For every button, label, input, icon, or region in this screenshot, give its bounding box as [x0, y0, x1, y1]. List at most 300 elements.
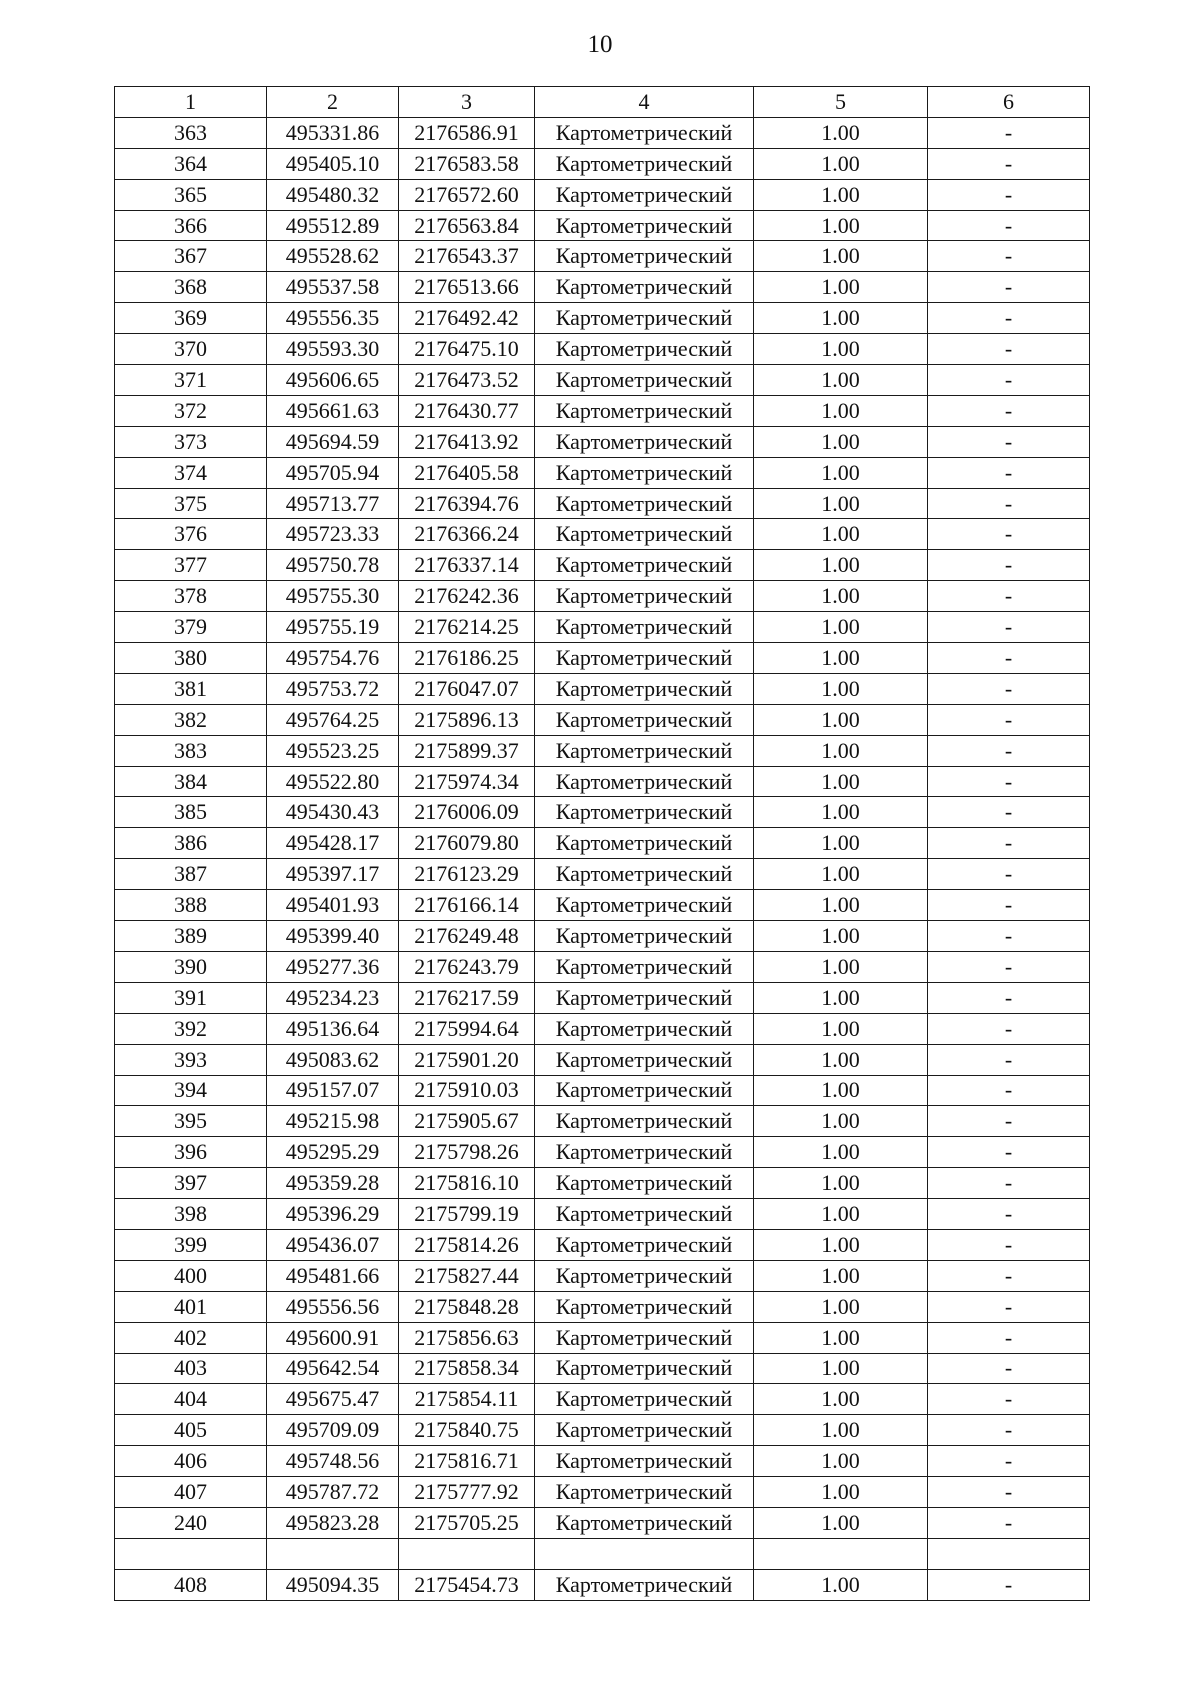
page-number: 10: [587, 31, 613, 58]
y-coordinate-cell: 2176123.29: [399, 859, 535, 890]
method-cell: Картометрический: [535, 334, 754, 365]
y-coordinate-cell: 2176217.59: [399, 982, 535, 1013]
note-cell: -: [928, 179, 1090, 210]
point-number-cell: 408: [115, 1569, 267, 1600]
x-coordinate-cell: 495764.25: [267, 704, 399, 735]
table-row: [115, 365, 1090, 396]
table-row: [115, 890, 1090, 921]
table-row: [115, 117, 1090, 148]
point-number-cell: 366: [115, 210, 267, 241]
y-coordinate-cell: 2175896.13: [399, 704, 535, 735]
point-number-cell: 369: [115, 303, 267, 334]
y-coordinate-cell: 2175858.34: [399, 1353, 535, 1384]
point-number-cell: [115, 1538, 267, 1569]
method-cell: Картометрический: [535, 1353, 754, 1384]
table-row: [115, 1477, 1090, 1508]
method-cell: Картометрический: [535, 951, 754, 982]
point-number-cell: 398: [115, 1199, 267, 1230]
x-coordinate-cell: 495755.30: [267, 581, 399, 612]
y-coordinate-cell: 2176249.48: [399, 921, 535, 952]
note-cell: -: [928, 1199, 1090, 1230]
accuracy-cell: 1.00: [754, 1229, 928, 1260]
accuracy-cell: 1.00: [754, 797, 928, 828]
y-coordinate-cell: 2176473.52: [399, 365, 535, 396]
x-coordinate-cell: 495359.28: [267, 1168, 399, 1199]
table-row: [115, 457, 1090, 488]
point-number-cell: 375: [115, 488, 267, 519]
accuracy-cell: [754, 1538, 928, 1569]
accuracy-cell: 1.00: [754, 148, 928, 179]
x-coordinate-cell: [267, 1538, 399, 1569]
accuracy-cell: 1.00: [754, 828, 928, 859]
y-coordinate-cell: 2176366.24: [399, 519, 535, 550]
note-cell: -: [928, 117, 1090, 148]
y-coordinate-cell: 2176586.91: [399, 117, 535, 148]
table-row: [115, 1075, 1090, 1106]
point-number-cell: 395: [115, 1106, 267, 1137]
x-coordinate-cell: 495481.66: [267, 1260, 399, 1291]
table-row: [115, 1415, 1090, 1446]
accuracy-cell: 1.00: [754, 859, 928, 890]
note-cell: -: [928, 1168, 1090, 1199]
y-coordinate-cell: 2176563.84: [399, 210, 535, 241]
method-cell: Картометрический: [535, 1075, 754, 1106]
point-number-cell: 385: [115, 797, 267, 828]
y-coordinate-cell: 2176572.60: [399, 179, 535, 210]
column-header-5: 5: [754, 87, 928, 118]
method-cell: Картометрический: [535, 272, 754, 303]
x-coordinate-cell: 495436.07: [267, 1229, 399, 1260]
x-coordinate-cell: 495705.94: [267, 457, 399, 488]
table-header-row: [115, 87, 1090, 118]
point-number-cell: 404: [115, 1384, 267, 1415]
method-cell: Картометрический: [535, 1415, 754, 1446]
accuracy-cell: 1.00: [754, 1384, 928, 1415]
accuracy-cell: 1.00: [754, 1168, 928, 1199]
accuracy-cell: 1.00: [754, 673, 928, 704]
method-cell: Картометрический: [535, 1507, 754, 1538]
y-coordinate-cell: 2175905.67: [399, 1106, 535, 1137]
accuracy-cell: 1.00: [754, 395, 928, 426]
point-number-cell: 374: [115, 457, 267, 488]
y-coordinate-cell: 2176543.37: [399, 241, 535, 272]
point-number-cell: 407: [115, 1477, 267, 1508]
method-cell: Картометрический: [535, 365, 754, 396]
x-coordinate-cell: 495399.40: [267, 921, 399, 952]
accuracy-cell: 1.00: [754, 1044, 928, 1075]
method-cell: [535, 1538, 754, 1569]
x-coordinate-cell: 495522.80: [267, 766, 399, 797]
x-coordinate-cell: 495537.58: [267, 272, 399, 303]
method-cell: Картометрический: [535, 1446, 754, 1477]
y-coordinate-cell: 2175974.34: [399, 766, 535, 797]
note-cell: -: [928, 550, 1090, 581]
y-coordinate-cell: 2176166.14: [399, 890, 535, 921]
accuracy-cell: 1.00: [754, 1137, 928, 1168]
table-row: [115, 612, 1090, 643]
point-number-cell: 386: [115, 828, 267, 859]
method-cell: Картометрический: [535, 457, 754, 488]
accuracy-cell: 1.00: [754, 179, 928, 210]
table-row: [115, 1013, 1090, 1044]
point-number-cell: 388: [115, 890, 267, 921]
y-coordinate-cell: 2175705.25: [399, 1507, 535, 1538]
method-cell: Картометрический: [535, 890, 754, 921]
note-cell: -: [928, 1507, 1090, 1538]
method-cell: Картометрический: [535, 488, 754, 519]
accuracy-cell: 1.00: [754, 272, 928, 303]
table-row: [115, 643, 1090, 674]
x-coordinate-cell: 495401.93: [267, 890, 399, 921]
y-coordinate-cell: 2176242.36: [399, 581, 535, 612]
table-row: [115, 1291, 1090, 1322]
x-coordinate-cell: 495512.89: [267, 210, 399, 241]
column-header-1: 1: [115, 87, 267, 118]
accuracy-cell: 1.00: [754, 982, 928, 1013]
note-cell: -: [928, 1291, 1090, 1322]
method-cell: Картометрический: [535, 1229, 754, 1260]
point-number-cell: 399: [115, 1229, 267, 1260]
accuracy-cell: 1.00: [754, 1075, 928, 1106]
table-row: [115, 210, 1090, 241]
note-cell: -: [928, 519, 1090, 550]
point-number-cell: 370: [115, 334, 267, 365]
note-cell: -: [928, 1353, 1090, 1384]
y-coordinate-cell: 2175854.11: [399, 1384, 535, 1415]
column-header-2: 2: [267, 87, 399, 118]
note-cell: -: [928, 704, 1090, 735]
x-coordinate-cell: 495787.72: [267, 1477, 399, 1508]
method-cell: Картометрический: [535, 303, 754, 334]
x-coordinate-cell: 495723.33: [267, 519, 399, 550]
note-cell: -: [928, 1044, 1090, 1075]
table-row: [115, 1106, 1090, 1137]
y-coordinate-cell: 2176492.42: [399, 303, 535, 334]
point-number-cell: 405: [115, 1415, 267, 1446]
table-row: [115, 550, 1090, 581]
table-row: [115, 735, 1090, 766]
x-coordinate-cell: 495234.23: [267, 982, 399, 1013]
table-row: [115, 1044, 1090, 1075]
accuracy-cell: 1.00: [754, 365, 928, 396]
accuracy-cell: 1.00: [754, 643, 928, 674]
accuracy-cell: 1.00: [754, 241, 928, 272]
table-row: [115, 519, 1090, 550]
x-coordinate-cell: 495675.47: [267, 1384, 399, 1415]
point-number-cell: 240: [115, 1507, 267, 1538]
method-cell: Картометрический: [535, 704, 754, 735]
point-number-cell: 371: [115, 365, 267, 396]
note-cell: -: [928, 1260, 1090, 1291]
method-cell: Картометрический: [535, 395, 754, 426]
point-number-cell: 389: [115, 921, 267, 952]
accuracy-cell: 1.00: [754, 1260, 928, 1291]
point-number-cell: 406: [115, 1446, 267, 1477]
note-cell: -: [928, 1384, 1090, 1415]
accuracy-cell: 1.00: [754, 951, 928, 982]
accuracy-cell: 1.00: [754, 117, 928, 148]
table-row: [115, 488, 1090, 519]
method-cell: Картометрический: [535, 1168, 754, 1199]
method-cell: Картометрический: [535, 1260, 754, 1291]
table-row: [115, 1168, 1090, 1199]
x-coordinate-cell: 495277.36: [267, 951, 399, 982]
y-coordinate-cell: 2175799.19: [399, 1199, 535, 1230]
note-cell: -: [928, 334, 1090, 365]
x-coordinate-cell: 495709.09: [267, 1415, 399, 1446]
point-number-cell: 400: [115, 1260, 267, 1291]
y-coordinate-cell: [399, 1538, 535, 1569]
table-row: [115, 704, 1090, 735]
note-cell: -: [928, 859, 1090, 890]
x-coordinate-cell: 495480.32: [267, 179, 399, 210]
point-number-cell: 390: [115, 951, 267, 982]
table-row: [115, 395, 1090, 426]
method-cell: Картометрический: [535, 859, 754, 890]
method-cell: Картометрический: [535, 921, 754, 952]
x-coordinate-cell: 495753.72: [267, 673, 399, 704]
column-header-3: 3: [399, 87, 535, 118]
table-row: [115, 859, 1090, 890]
accuracy-cell: 1.00: [754, 210, 928, 241]
x-coordinate-cell: 495606.65: [267, 365, 399, 396]
point-number-cell: 381: [115, 673, 267, 704]
x-coordinate-cell: 495405.10: [267, 148, 399, 179]
y-coordinate-cell: 2176475.10: [399, 334, 535, 365]
x-coordinate-cell: 495430.43: [267, 797, 399, 828]
method-cell: Картометрический: [535, 797, 754, 828]
y-coordinate-cell: 2175994.64: [399, 1013, 535, 1044]
column-header-4: 4: [535, 87, 754, 118]
y-coordinate-cell: 2176006.09: [399, 797, 535, 828]
method-cell: Картометрический: [535, 1384, 754, 1415]
point-number-cell: 380: [115, 643, 267, 674]
note-cell: -: [928, 1322, 1090, 1353]
column-header-6: 6: [928, 87, 1090, 118]
y-coordinate-cell: 2175910.03: [399, 1075, 535, 1106]
table-body: [115, 117, 1090, 1600]
point-number-cell: 397: [115, 1168, 267, 1199]
y-coordinate-cell: 2175827.44: [399, 1260, 535, 1291]
y-coordinate-cell: 2176214.25: [399, 612, 535, 643]
note-cell: -: [928, 797, 1090, 828]
accuracy-cell: 1.00: [754, 581, 928, 612]
x-coordinate-cell: 495750.78: [267, 550, 399, 581]
method-cell: Картометрический: [535, 1137, 754, 1168]
note-cell: -: [928, 1569, 1090, 1600]
coordinates-table: [114, 86, 1090, 1601]
note-cell: -: [928, 395, 1090, 426]
table-row: [115, 334, 1090, 365]
point-number-cell: 384: [115, 766, 267, 797]
accuracy-cell: 1.00: [754, 1322, 928, 1353]
method-cell: Картометрический: [535, 1291, 754, 1322]
accuracy-cell: 1.00: [754, 921, 928, 952]
accuracy-cell: 1.00: [754, 334, 928, 365]
table-row: [115, 1199, 1090, 1230]
x-coordinate-cell: 495754.76: [267, 643, 399, 674]
method-cell: Картометрический: [535, 550, 754, 581]
table-row: [115, 272, 1090, 303]
method-cell: Картометрический: [535, 426, 754, 457]
method-cell: Картометрический: [535, 1477, 754, 1508]
note-cell: -: [928, 1106, 1090, 1137]
table-row: [115, 1384, 1090, 1415]
note-cell: -: [928, 488, 1090, 519]
table-row: [115, 921, 1090, 952]
x-coordinate-cell: 495428.17: [267, 828, 399, 859]
table-row: [115, 1137, 1090, 1168]
x-coordinate-cell: 495094.35: [267, 1569, 399, 1600]
note-cell: -: [928, 735, 1090, 766]
note-cell: -: [928, 643, 1090, 674]
note-cell: -: [928, 426, 1090, 457]
method-cell: Картометрический: [535, 673, 754, 704]
note-cell: -: [928, 1477, 1090, 1508]
x-coordinate-cell: 495556.56: [267, 1291, 399, 1322]
method-cell: Картометрический: [535, 643, 754, 674]
note-cell: -: [928, 951, 1090, 982]
table-row: [115, 1569, 1090, 1600]
y-coordinate-cell: 2175856.63: [399, 1322, 535, 1353]
note-cell: -: [928, 1415, 1090, 1446]
accuracy-cell: 1.00: [754, 1106, 928, 1137]
table-row: [115, 179, 1090, 210]
point-number-cell: 379: [115, 612, 267, 643]
note-cell: -: [928, 766, 1090, 797]
y-coordinate-cell: 2175816.71: [399, 1446, 535, 1477]
accuracy-cell: 1.00: [754, 488, 928, 519]
point-number-cell: 378: [115, 581, 267, 612]
table-row: [115, 1260, 1090, 1291]
point-number-cell: 396: [115, 1137, 267, 1168]
method-cell: Картометрический: [535, 1013, 754, 1044]
y-coordinate-cell: 2175814.26: [399, 1229, 535, 1260]
table-row: [115, 148, 1090, 179]
accuracy-cell: 1.00: [754, 1013, 928, 1044]
method-cell: Картометрический: [535, 828, 754, 859]
accuracy-cell: 1.00: [754, 457, 928, 488]
note-cell: -: [928, 1075, 1090, 1106]
method-cell: Картометрический: [535, 581, 754, 612]
x-coordinate-cell: 495215.98: [267, 1106, 399, 1137]
x-coordinate-cell: 495713.77: [267, 488, 399, 519]
point-number-cell: 391: [115, 982, 267, 1013]
point-number-cell: 368: [115, 272, 267, 303]
x-coordinate-cell: 495157.07: [267, 1075, 399, 1106]
point-number-cell: 365: [115, 179, 267, 210]
y-coordinate-cell: 2175848.28: [399, 1291, 535, 1322]
method-cell: Картометрический: [535, 766, 754, 797]
note-cell: -: [928, 1137, 1090, 1168]
table-row: [115, 828, 1090, 859]
y-coordinate-cell: 2175840.75: [399, 1415, 535, 1446]
accuracy-cell: 1.00: [754, 519, 928, 550]
y-coordinate-cell: 2176337.14: [399, 550, 535, 581]
accuracy-cell: 1.00: [754, 1415, 928, 1446]
method-cell: Картометрический: [535, 519, 754, 550]
accuracy-cell: 1.00: [754, 890, 928, 921]
point-number-cell: 383: [115, 735, 267, 766]
x-coordinate-cell: 495748.56: [267, 1446, 399, 1477]
method-cell: Картометрический: [535, 210, 754, 241]
point-number-cell: 393: [115, 1044, 267, 1075]
accuracy-cell: 1.00: [754, 1353, 928, 1384]
point-number-cell: 403: [115, 1353, 267, 1384]
note-cell: -: [928, 673, 1090, 704]
method-cell: Картометрический: [535, 117, 754, 148]
x-coordinate-cell: 495331.86: [267, 117, 399, 148]
point-number-cell: 364: [115, 148, 267, 179]
y-coordinate-cell: 2176413.92: [399, 426, 535, 457]
accuracy-cell: 1.00: [754, 766, 928, 797]
accuracy-cell: 1.00: [754, 426, 928, 457]
note-cell: -: [928, 1446, 1090, 1477]
note-cell: -: [928, 148, 1090, 179]
note-cell: -: [928, 210, 1090, 241]
point-number-cell: 392: [115, 1013, 267, 1044]
point-number-cell: 401: [115, 1291, 267, 1322]
y-coordinate-cell: 2175901.20: [399, 1044, 535, 1075]
y-coordinate-cell: 2175899.37: [399, 735, 535, 766]
table-row: [115, 982, 1090, 1013]
x-coordinate-cell: 495593.30: [267, 334, 399, 365]
y-coordinate-cell: 2175798.26: [399, 1137, 535, 1168]
x-coordinate-cell: 495823.28: [267, 1507, 399, 1538]
accuracy-cell: 1.00: [754, 1291, 928, 1322]
accuracy-cell: 1.00: [754, 550, 928, 581]
x-coordinate-cell: 495136.64: [267, 1013, 399, 1044]
x-coordinate-cell: 495661.63: [267, 395, 399, 426]
note-cell: -: [928, 612, 1090, 643]
point-number-cell: 367: [115, 241, 267, 272]
point-number-cell: 376: [115, 519, 267, 550]
point-number-cell: 387: [115, 859, 267, 890]
x-coordinate-cell: 495556.35: [267, 303, 399, 334]
y-coordinate-cell: 2176079.80: [399, 828, 535, 859]
y-coordinate-cell: 2176430.77: [399, 395, 535, 426]
note-cell: -: [928, 581, 1090, 612]
accuracy-cell: 1.00: [754, 1199, 928, 1230]
x-coordinate-cell: 495295.29: [267, 1137, 399, 1168]
point-number-cell: 394: [115, 1075, 267, 1106]
y-coordinate-cell: 2175816.10: [399, 1168, 535, 1199]
note-cell: -: [928, 365, 1090, 396]
y-coordinate-cell: 2176405.58: [399, 457, 535, 488]
note-cell: -: [928, 241, 1090, 272]
method-cell: Картометрический: [535, 735, 754, 766]
method-cell: Картометрический: [535, 1322, 754, 1353]
accuracy-cell: 1.00: [754, 1477, 928, 1508]
accuracy-cell: 1.00: [754, 612, 928, 643]
method-cell: Картометрический: [535, 1569, 754, 1600]
note-cell: -: [928, 457, 1090, 488]
note-cell: -: [928, 828, 1090, 859]
x-coordinate-cell: 495755.19: [267, 612, 399, 643]
point-number-cell: 373: [115, 426, 267, 457]
x-coordinate-cell: 495523.25: [267, 735, 399, 766]
table-row: [115, 797, 1090, 828]
point-number-cell: 363: [115, 117, 267, 148]
note-cell: -: [928, 1013, 1090, 1044]
note-cell: [928, 1538, 1090, 1569]
note-cell: -: [928, 890, 1090, 921]
x-coordinate-cell: 495396.29: [267, 1199, 399, 1230]
accuracy-cell: 1.00: [754, 1569, 928, 1600]
y-coordinate-cell: 2176583.58: [399, 148, 535, 179]
note-cell: -: [928, 303, 1090, 334]
table-row: [115, 951, 1090, 982]
